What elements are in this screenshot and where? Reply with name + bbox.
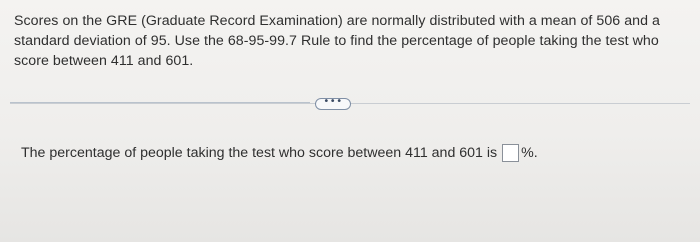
percentage-answer-input[interactable] [502, 144, 519, 162]
answer-row [21, 143, 538, 163]
percent-suffix: %. [521, 145, 538, 161]
answer-prompt: The percentage of people taking the test who score between 411 and 601 is [21, 145, 498, 161]
more-options-button[interactable] [315, 98, 351, 110]
question-text: Scores on the GRE (Graduate Record Examination) are normally distributed with a mean of 506 and a standard deviation of 95. Use the 68-95-99.7 Rule to find the percentage of people taking the test who score between 411 and 601. [14, 13, 660, 69]
ellipsis-icon: ••• [323, 96, 343, 107]
